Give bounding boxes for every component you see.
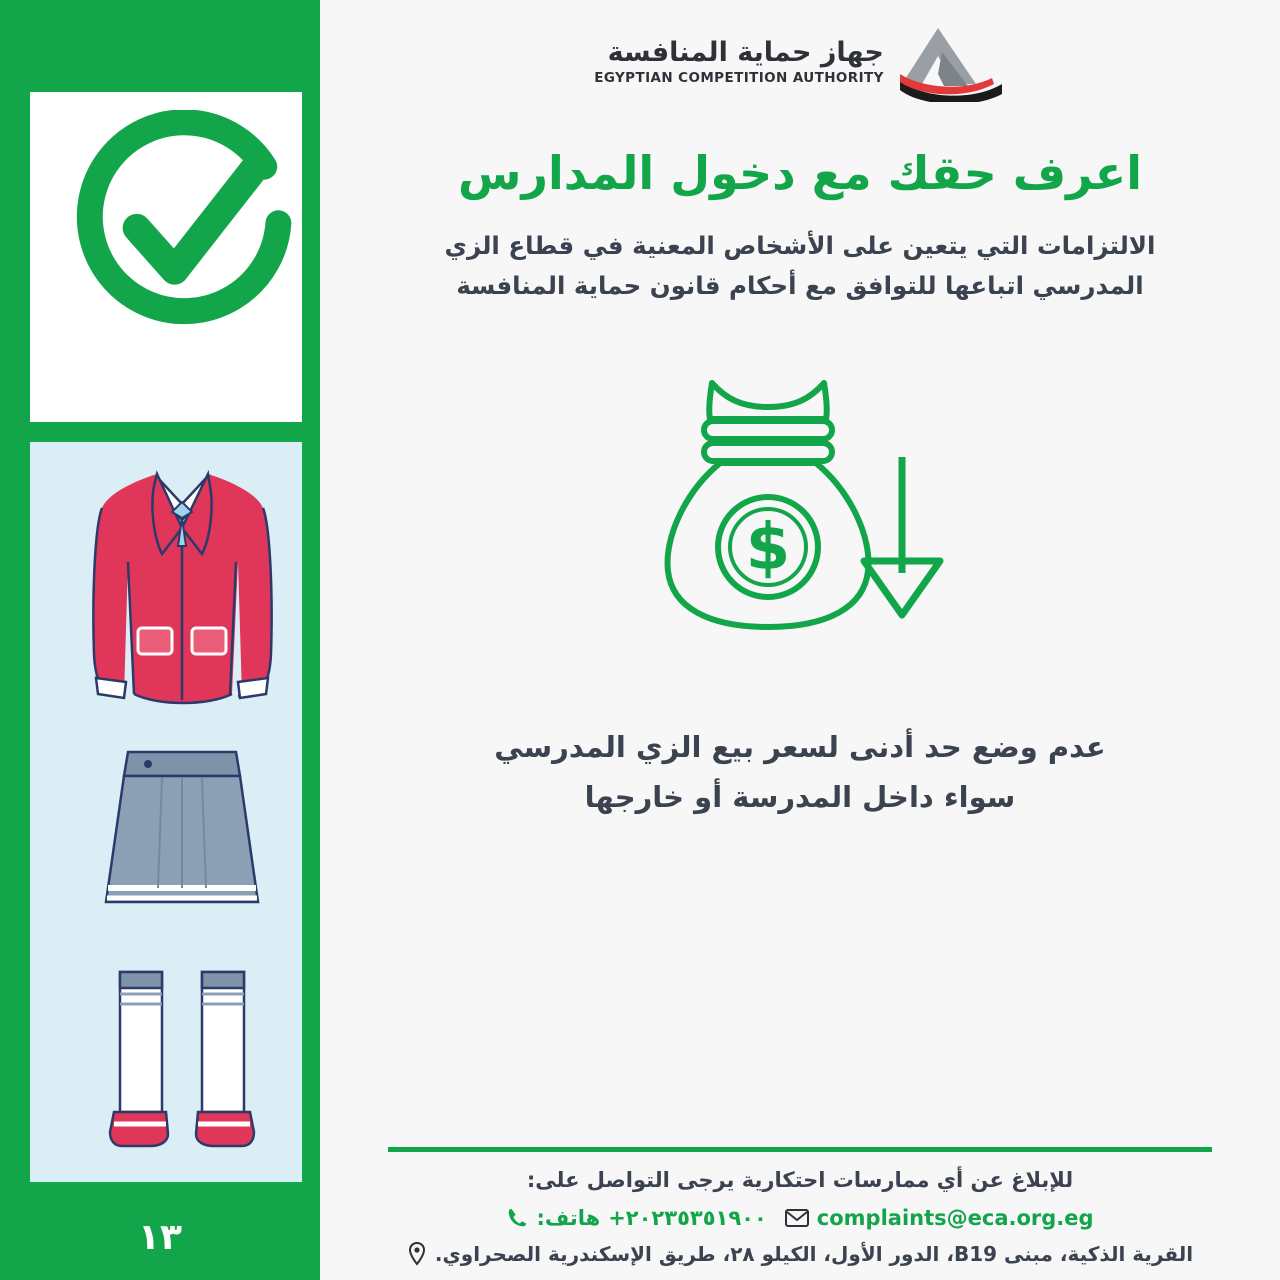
main-content <box>320 0 1280 1280</box>
phone-icon <box>506 1207 528 1229</box>
phone-value: ٢٠٢٣٥٣٥١٩٠٠+ <box>608 1206 767 1230</box>
statement-line-2: سواء داخل المدرسة أو خارجها <box>584 780 1016 815</box>
page-number: ١٣ <box>138 1217 182 1258</box>
eca-logo-icon <box>898 22 1006 102</box>
footer-contacts <box>342 1206 1258 1230</box>
money-bag-price-down-icon <box>650 365 950 655</box>
footer-address-row <box>342 1242 1258 1266</box>
page-title: اعرف حقك مع دخول المدارس <box>458 146 1142 200</box>
statement-text <box>420 723 1180 823</box>
footer <box>320 1147 1280 1280</box>
right-green-rail <box>0 0 320 1280</box>
school-uniform-icon <box>62 442 302 1172</box>
uniform-illustration-card <box>30 442 302 1182</box>
footer-address-text: القرية الذكية، مبنى B19، الدور الأول، الكيلو ٢٨، طريق الإسكندرية الصحراوي. <box>434 1242 1194 1266</box>
brand-text <box>594 36 884 87</box>
subtitle: الالتزامات التي يتعين على الأشخاص المعنية في قطاع الزي المدرسي اتباعها للتوافق مع أحكام قانون حماية المنافسة <box>444 231 1156 300</box>
check-icon-card <box>30 92 302 422</box>
brand-logo <box>320 0 1280 102</box>
check-circle-icon <box>66 92 302 346</box>
footer-report-line: للإبلاغ عن أي ممارسات احتكارية يرجى التواصل على: <box>526 1168 1074 1192</box>
footer-divider <box>388 1147 1212 1152</box>
svg-text:$: $ <box>745 511 791 586</box>
location-pin-icon <box>407 1242 427 1266</box>
email-contact[interactable] <box>785 1206 1094 1230</box>
statement-line-1: عدم وضع حد أدنى لسعر بيع الزي المدرسي <box>494 730 1106 765</box>
email-value: complaints@eca.org.eg <box>816 1206 1094 1230</box>
brand-name-en: EGYPTIAN COMPETITION AUTHORITY <box>594 70 884 87</box>
money-bag-illustration <box>320 365 1280 655</box>
phone-contact[interactable] <box>506 1206 766 1230</box>
mail-icon <box>785 1208 809 1228</box>
phone-label: هاتف: <box>536 1206 601 1230</box>
brand-name-ar: جهاز حماية المنافسة <box>607 36 884 68</box>
